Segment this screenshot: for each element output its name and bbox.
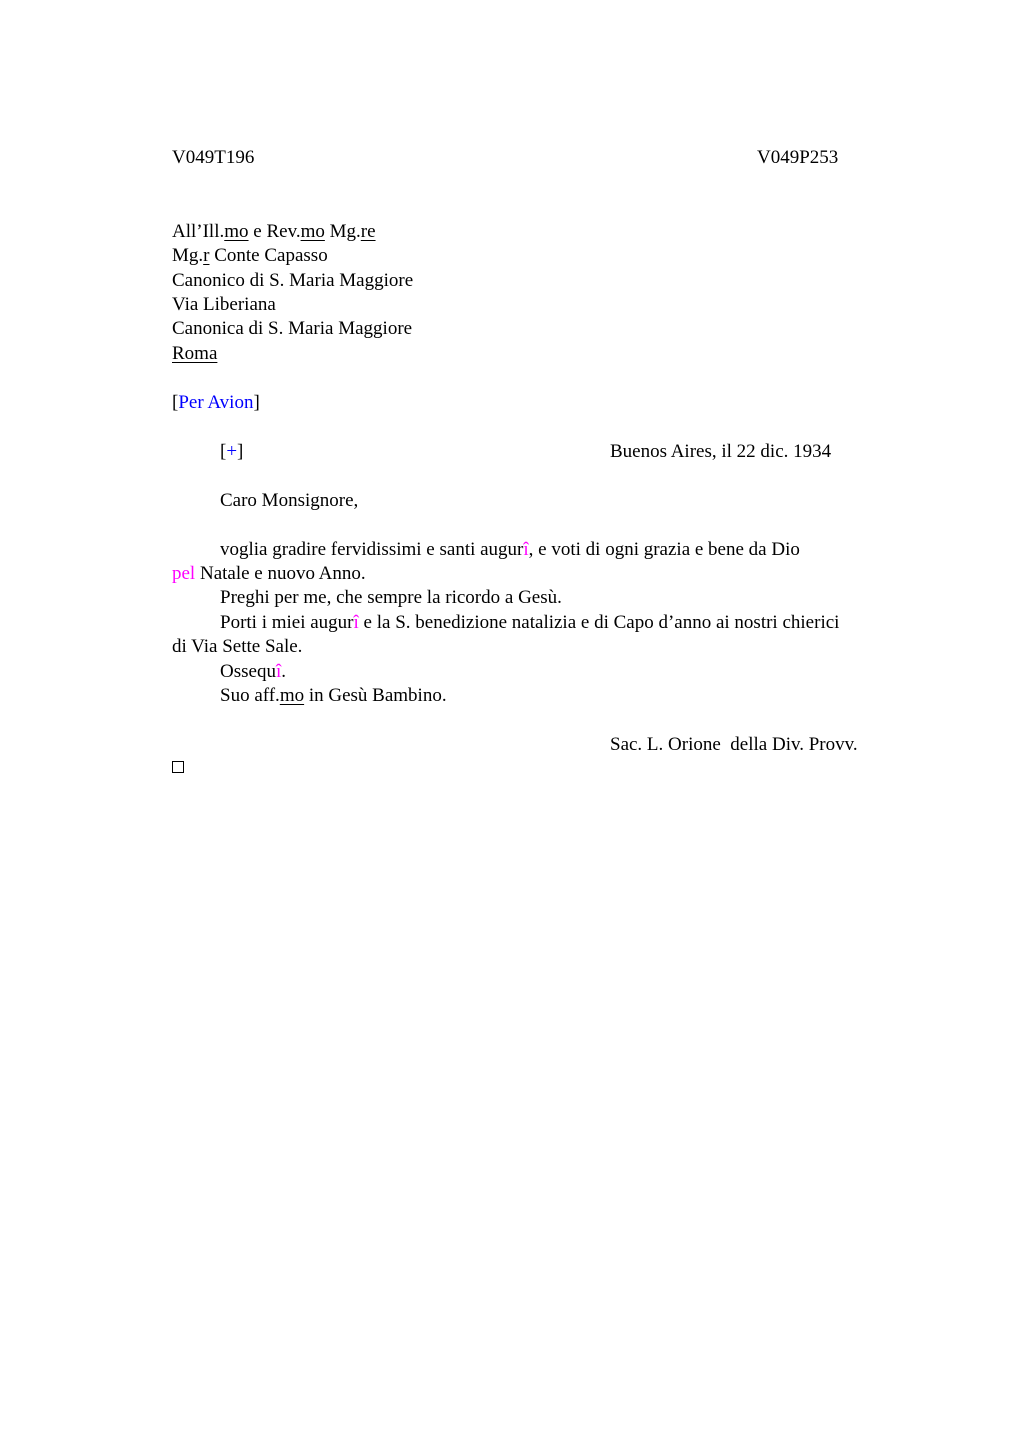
body-line-3: Preghi per me, che sempre la ricordo a Gesù.	[220, 587, 562, 608]
address-line-4: Via Liberiana	[172, 294, 276, 315]
salutation: Caro Monsignore,	[220, 490, 359, 511]
address-city: Roma	[172, 343, 218, 364]
address-line-3: Canonico di S. Maria Maggiore	[172, 270, 414, 291]
per-avion-note: [Per Avion]	[172, 392, 260, 413]
body-line-6: Ossequî.	[220, 661, 286, 682]
body-line-1: voglia gradire fervidissimi e santi augurî, e voti di ogni grazia e bene da Dio	[220, 539, 800, 560]
document-code-left: V049T196	[172, 147, 255, 168]
cross-mark: [+]	[220, 441, 244, 462]
square-outline-icon	[172, 761, 184, 773]
address-line-5: Canonica di S. Maria Maggiore	[172, 318, 413, 339]
document-code-right: V049P253	[757, 147, 839, 168]
body-line-2: pel Natale e nuovo Anno.	[172, 563, 366, 584]
address-line-2: Mg.r Conte Capasso	[172, 245, 328, 266]
body-line-7: Suo aff.mo in Gesù Bambino.	[220, 685, 447, 706]
address-line-1: All’Ill.mo e Rev.mo Mg.re	[172, 221, 376, 242]
body-line-4: Porti i miei augurî e la S. benedizione natalizia e di Capo d’anno ai nostri chierici	[220, 612, 840, 633]
signature: Sac. L. Orione della Div. Provv.	[610, 734, 858, 755]
body-line-5: di Via Sette Sale.	[172, 636, 303, 657]
place-date: Buenos Aires, il 22 dic. 1934	[610, 441, 832, 462]
